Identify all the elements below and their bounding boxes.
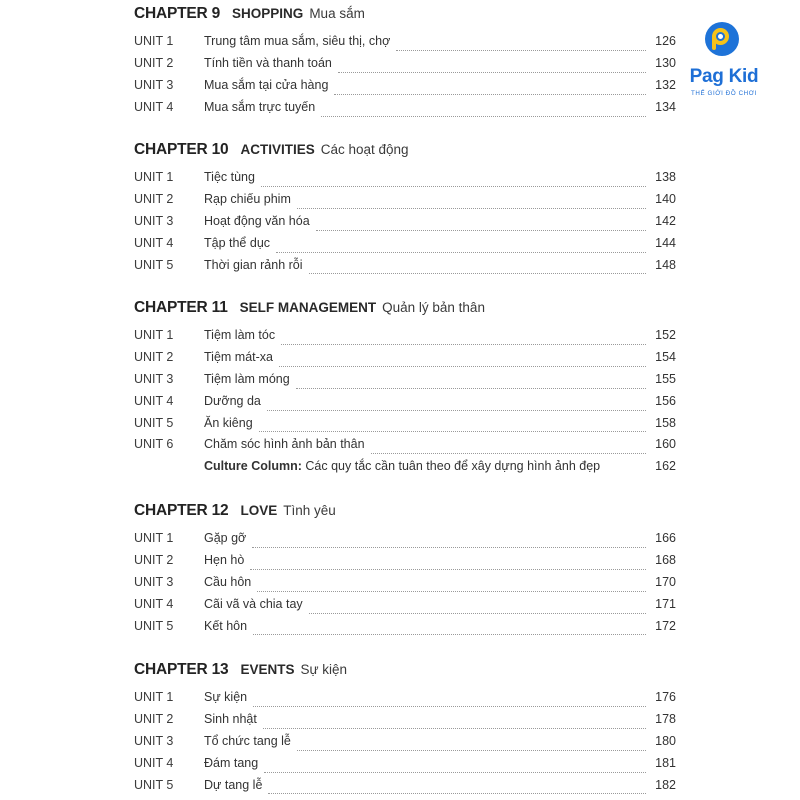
unit-title: Trung tâm mua sắm, siêu thị, chợ	[204, 34, 391, 48]
unit-row	[134, 328, 676, 350]
page-number: 171	[655, 596, 676, 611]
unit-label: UNIT 5	[134, 257, 174, 272]
page-number: 181	[655, 755, 676, 770]
unit-title: Dự tang lễ	[204, 777, 263, 792]
page-number: 166	[655, 531, 676, 545]
dot-leader	[276, 251, 646, 253]
unit-row	[134, 372, 676, 394]
unit-row	[134, 258, 676, 280]
unit-label: UNIT 1	[134, 34, 174, 48]
dot-leader	[257, 590, 646, 592]
unit-title: Cầu hôn	[204, 574, 252, 589]
chapter-title-en: SHOPPING	[232, 6, 304, 21]
dot-leader	[321, 115, 646, 117]
dot-leader	[252, 546, 646, 548]
page-number: 168	[655, 552, 676, 567]
chapter-section	[134, 141, 676, 279]
chapter-title-vi: Quản lý bản thân	[382, 300, 485, 315]
unit-row	[134, 78, 676, 100]
chapter-title-vi: Tình yêu	[283, 503, 336, 518]
dot-leader	[259, 430, 646, 432]
unit-row	[134, 619, 676, 641]
page-number: 170	[655, 574, 676, 589]
unit-label: UNIT 3	[134, 371, 174, 386]
unit-label: UNIT 3	[134, 574, 174, 589]
unit-row	[134, 350, 676, 372]
page-number: 126	[655, 34, 676, 48]
unit-title	[204, 459, 600, 473]
unit-label: UNIT 3	[134, 77, 174, 92]
unit-row	[134, 712, 676, 734]
unit-title: Sinh nhật	[204, 711, 257, 726]
unit-label: UNIT 2	[134, 349, 174, 364]
unit-title: Tập thể dục	[204, 235, 271, 250]
unit-row	[134, 690, 676, 712]
dot-leader	[267, 409, 646, 411]
dot-leader	[297, 749, 646, 751]
unit-row	[134, 100, 676, 122]
unit-title: Tổ chức tang lễ	[204, 733, 291, 748]
unit-title: Hoạt động văn hóa	[204, 213, 310, 228]
chapter-heading	[134, 502, 676, 524]
chapter-title-en: EVENTS	[240, 662, 295, 677]
unit-title: Tiệm làm móng	[204, 371, 290, 386]
chapter-number: CHAPTER 10	[134, 141, 229, 158]
unit-row	[134, 437, 676, 459]
unit-title: Tiệc tùng	[204, 170, 255, 184]
page-number: 154	[655, 349, 676, 364]
unit-row	[134, 575, 676, 597]
dot-leader	[263, 727, 646, 729]
page-number: 140	[655, 191, 676, 206]
unit-row	[134, 56, 676, 78]
chapter-section	[134, 502, 676, 640]
chapter-section	[134, 299, 676, 481]
unit-row	[134, 214, 676, 236]
page-number: 130	[655, 55, 676, 70]
unit-title: Tiệm làm tóc	[204, 328, 276, 342]
chapter-number: CHAPTER 9	[134, 5, 221, 22]
page-number: 158	[655, 415, 676, 430]
chapter-title-vi: Các hoạt động	[320, 142, 409, 157]
dot-leader	[281, 343, 646, 345]
culture-column-title: Các quy tắc cần tuân theo để xây dựng hình ảnh đẹp	[305, 459, 601, 474]
chapter-heading	[134, 299, 676, 321]
page-number: 176	[655, 690, 676, 704]
unit-row	[134, 170, 676, 192]
unit-label: UNIT 1	[134, 170, 174, 184]
unit-label: UNIT 1	[134, 531, 174, 545]
unit-title: Đám tang	[204, 755, 259, 770]
unit-label: UNIT 1	[134, 690, 174, 704]
unit-label: UNIT 4	[134, 755, 174, 770]
unit-label: UNIT 4	[134, 596, 174, 611]
logo-tagline: THẾ GIỚI ĐỒ CHƠI	[691, 90, 757, 97]
chapter-title-vi: Sự kiện	[300, 662, 348, 677]
dot-leader	[296, 387, 646, 389]
unit-label: UNIT 6	[134, 437, 174, 452]
chapter-heading	[134, 141, 676, 163]
chapter-number: CHAPTER 12	[134, 502, 229, 519]
page-number: 182	[655, 777, 676, 792]
unit-title: Mua sắm tại cửa hàng	[204, 77, 329, 92]
culture-column-prefix: Culture Column:	[204, 459, 302, 474]
chapter-heading	[134, 661, 676, 683]
unit-row	[134, 236, 676, 258]
unit-row	[134, 531, 676, 553]
chapter-number: CHAPTER 13	[134, 661, 229, 678]
unit-title: Hẹn hò	[204, 552, 245, 567]
dot-leader	[309, 272, 646, 274]
logo-brand-text: Pag Kid	[689, 66, 759, 87]
dot-leader	[316, 229, 646, 231]
unit-title: Chăm sóc hình ảnh bản thân	[204, 437, 365, 452]
page-number: 178	[655, 711, 676, 726]
unit-row	[134, 416, 676, 438]
dot-leader	[334, 93, 646, 95]
page-number: 180	[655, 733, 676, 748]
chapter-heading	[134, 5, 676, 27]
chapter-section	[134, 661, 676, 799]
dot-leader	[606, 475, 646, 476]
page-number: 162	[655, 459, 676, 474]
unit-row	[134, 734, 676, 756]
dot-leader	[261, 185, 646, 187]
chapter-title-en: ACTIVITIES	[240, 142, 315, 157]
chapter-title-vi: Mua sắm	[309, 6, 365, 21]
page-number: 148	[655, 257, 676, 272]
dot-leader	[250, 568, 646, 570]
page-number: 138	[655, 170, 676, 184]
dot-leader	[371, 452, 646, 454]
page-number: 144	[655, 235, 676, 250]
chapter-title-en: SELF MANAGEMENT	[239, 300, 377, 315]
unit-label: UNIT 3	[134, 213, 174, 228]
unit-label: UNIT 2	[134, 55, 174, 70]
dot-leader	[264, 771, 646, 773]
dot-leader	[297, 207, 646, 209]
page-number: 172	[655, 618, 676, 633]
dot-leader	[253, 705, 646, 707]
dot-leader	[309, 612, 646, 614]
chapter-number: CHAPTER 11	[134, 299, 228, 316]
dot-leader	[279, 365, 646, 367]
unit-label: UNIT 2	[134, 552, 174, 567]
unit-title: Tiệm mát-xa	[204, 349, 273, 364]
unit-row	[134, 192, 676, 214]
unit-title: Rạp chiếu phim	[204, 191, 291, 206]
unit-label: UNIT 2	[134, 191, 174, 206]
dot-leader	[253, 633, 646, 635]
unit-title: Ăn kiêng	[204, 415, 253, 430]
unit-label: UNIT 2	[134, 711, 174, 726]
culture-column-row	[134, 459, 676, 481]
page-number: 134	[655, 99, 676, 114]
unit-title: Dưỡng da	[204, 393, 261, 408]
unit-title: Kết hôn	[204, 618, 248, 633]
unit-title: Thời gian rảnh rỗi	[204, 257, 303, 272]
pagkid-logo-icon	[705, 22, 739, 56]
unit-label: UNIT 5	[134, 618, 174, 633]
page-number: 132	[655, 77, 676, 92]
chapter-title-en: LOVE	[240, 503, 278, 518]
unit-title: Gặp gỡ	[204, 531, 247, 545]
page-number: 142	[655, 213, 676, 228]
chapter-section	[134, 5, 676, 122]
page-number: 156	[655, 393, 676, 408]
dot-leader	[268, 792, 646, 794]
unit-title: Sự kiện	[204, 690, 248, 704]
unit-title: Mua sắm trực tuyến	[204, 99, 316, 114]
unit-title: Cãi vã và chia tay	[204, 596, 303, 611]
unit-label: UNIT 4	[134, 393, 174, 408]
unit-row	[134, 756, 676, 778]
page-number: 155	[655, 371, 676, 386]
unit-label: UNIT 4	[134, 99, 174, 114]
unit-label: UNIT 5	[134, 777, 174, 792]
dot-leader	[396, 49, 646, 51]
unit-label: UNIT 1	[134, 328, 174, 342]
unit-title: Tính tiền và thanh toán	[204, 55, 332, 70]
unit-row	[134, 553, 676, 575]
pagkid-logo	[678, 22, 768, 102]
page-number: 152	[655, 328, 676, 342]
page-number: 160	[655, 437, 676, 452]
unit-row	[134, 34, 676, 56]
unit-row	[134, 778, 676, 800]
unit-label: UNIT 4	[134, 235, 174, 250]
unit-row	[134, 597, 676, 619]
unit-label: UNIT 3	[134, 733, 174, 748]
unit-label: UNIT 5	[134, 415, 174, 430]
unit-row	[134, 394, 676, 416]
dot-leader	[338, 71, 646, 73]
